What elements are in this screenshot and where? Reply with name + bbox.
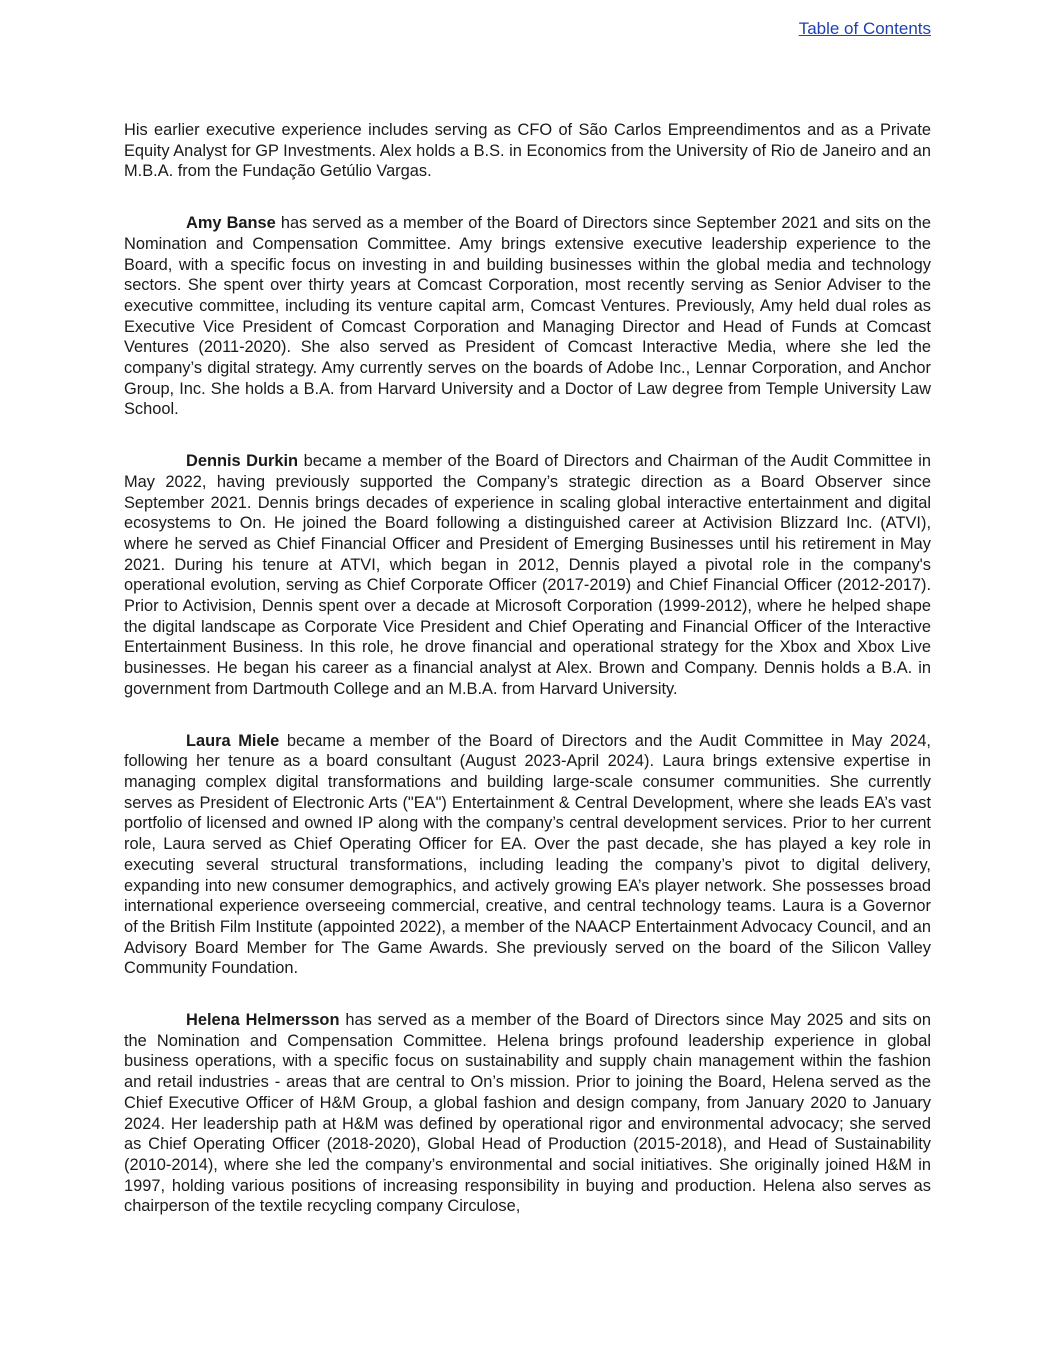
bio-name: Helena Helmersson [186, 1011, 340, 1030]
intro-paragraph: His earlier executive experience includes serving as CFO of São Carlos Empreendimentos and as a Private Equity Analyst for GP Investments. Alex holds a B.S. in Economics from the University of Rio de Janeiro and an M.B.A. from the Fundação Getúlio Vargas. [124, 121, 931, 181]
bio-name: Dennis Durkin [186, 452, 299, 471]
document-body [124, 120, 931, 1248]
bio-text: has served as a member of the Board of Directors since September 2021 and sits on the Nomination and Compensation Committee. Amy brings extensive executive leadership experience to the Board, with a specific focus on investing in and building businesses within the global media and technology sectors. She spent over thirty years at Comcast Corporation, most recently serving as Senior Adviser to the executive committee, including its venture capital arm, Comcast Ventures. Previously, Amy held dual roles as Executive Vice President of Comcast Corporation and Managing Director and Head of Funds at Comcast Ventures (2011-2020). She also served as President of Comcast Interactive Media, where she led the company’s digital strategy. Amy currently serves on the boards of Adobe Inc., Lennar Corporation, and Anchor Group, Inc. She holds a B.A. from Harvard University and a Doctor of Law degree from Temple University Law School. [124, 214, 931, 419]
bio-paragraph-helena-helmersson [124, 1010, 931, 1217]
bio-text: became a member of the Board of Directors and Chairman of the Audit Committee in May 2022, having previously supported the Company’s strategic direction as a Board Observer since September 2021. Dennis brings decades of experience in scaling global interactive entertainment and digital ecosystems to On. He joined the Board following a distinguished career at Activision Blizzard Inc. (ATVI), where he served as Chief Financial Officer and President of Emerging Businesses until his retirement in May 2021. During his tenure at ATVI, which began in 2012, Dennis played a pivotal role in the company's operational evolution, serving as Chief Corporate Officer (2017-2019) and Chief Financial Officer (2012-2017). Prior to Activision, Dennis spent over a decade at Microsoft Corporation (1999-2012), where he helped shape the digital landscape as Corporate Vice President and Chief Operating and Financial Officer of the Interactive Entertainment Business. In this role, he drove financial and operational strategy for the Xbox and Xbox Live businesses. He began his career as a financial analyst at Alex. Brown and Company. Dennis holds a B.A. in government from Dartmouth College and an M.B.A. from Harvard University. [124, 452, 932, 698]
table-of-contents-link[interactable]: Table of Contents [798, 19, 931, 38]
bio-name: Amy Banse [186, 214, 276, 233]
bio-paragraph-amy-banse [124, 213, 931, 420]
bio-text: has served as a member of the Board of Directors since May 2025 and sits on the Nomination and Compensation Committee. Helena brings profound leadership experience in global business operations, with a specific focus on sustainability and supply chain management within the fashion and retail industries - areas that are central to On’s mission. Prior to joining the Board, Helena served as the Chief Executive Officer of H&M Group, a global fashion and design company, from January 2020 to January 2024. Her leadership path at H&M was defined by operational rigor and environmental advocacy; she served as Chief Operating Officer (2018-2020), Global Head of Production (2015-2018), and Head of Sustainability (2010-2014), where she led the company’s environmental and social initiatives. She originally joined H&M in 1997, holding various positions of increasing responsibility in buying and production. Helena also serves as chairperson of the textile recycling company Circulose, [124, 1011, 932, 1216]
bio-paragraph-dennis-durkin [124, 451, 931, 699]
bio-text: became a member of the Board of Directors and the Audit Committee in May 2024, following her tenure as a board consultant (August 2023-April 2024). Laura brings extensive expertise in managing complex digital transformations and building large-scale consumer communities. She currently serves as President of Electronic Arts ("EA") Entertainment & Central Development, where she leads EA’s vast portfolio of licensed and owned IP along with the company’s central development services. Prior to her current role, Laura served as Chief Operating Officer for EA. Over the past decade, she has played a key role in executing several structural transformations, including leading the company’s pivot to digital delivery, expanding into new consumer demographics, and actively growing EA’s player network. She possesses broad international experience overseeing commercial, creative, and central technology teams. Laura is a Governor of the British Film Institute (appointed 2022), a member of the NAACP Entertainment Advocacy Council, and an Advisory Board Member for The Game Awards. She previously served on the board of the Silicon Valley Community Foundation. [124, 731, 931, 978]
bio-paragraph-laura-miele [124, 731, 931, 979]
bio-name: Laura Miele [186, 731, 280, 750]
